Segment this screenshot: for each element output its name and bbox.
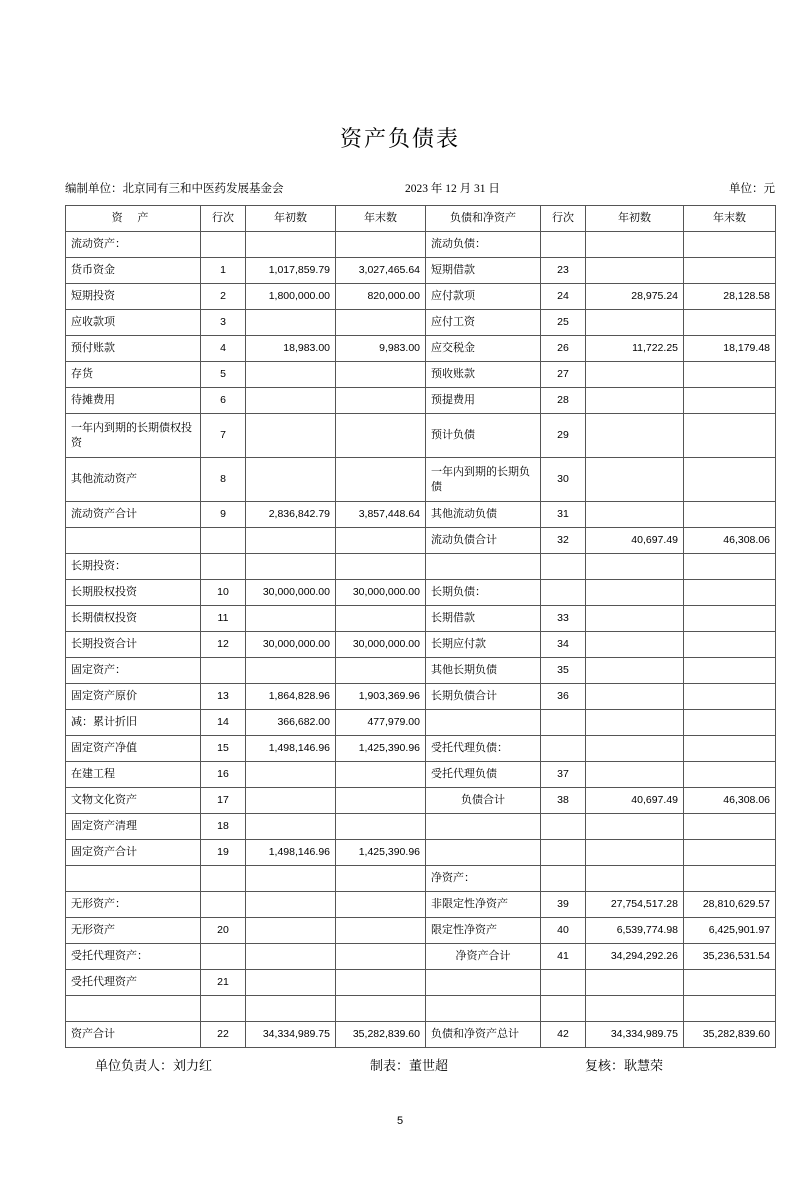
table-row bbox=[66, 814, 776, 840]
table-row bbox=[66, 258, 776, 284]
liability-item-label: 受托代理负债 bbox=[426, 762, 541, 788]
liability-item-label: 应付款项 bbox=[426, 284, 541, 310]
asset-item-label: 在建工程 bbox=[66, 762, 201, 788]
liability-item-line-no: 42 bbox=[541, 1022, 586, 1048]
table-row bbox=[66, 388, 776, 414]
asset-item-line-no: 4 bbox=[201, 336, 246, 362]
page-number: 5 bbox=[396, 1115, 404, 1127]
balance-sheet-table bbox=[65, 205, 776, 1048]
asset-item-begin bbox=[246, 996, 336, 1022]
asset-item-begin bbox=[246, 788, 336, 814]
asset-item-label: 其他流动资产 bbox=[66, 458, 201, 502]
table-header-row bbox=[66, 206, 776, 232]
asset-item-begin: 30,000,000.00 bbox=[246, 632, 336, 658]
liability-item-label: 长期负债合计 bbox=[426, 684, 541, 710]
liability-item-end bbox=[684, 414, 776, 458]
liability-item-line-no bbox=[541, 710, 586, 736]
liability-item-label: 其他长期负债 bbox=[426, 658, 541, 684]
liability-item-end bbox=[684, 684, 776, 710]
asset-item-label: 减：累计折旧 bbox=[66, 710, 201, 736]
liability-item-label: 一年内到期的长期负债 bbox=[426, 458, 541, 502]
liability-item-label bbox=[426, 996, 541, 1022]
liability-item-label: 非限定性净资产 bbox=[426, 892, 541, 918]
table-row bbox=[66, 944, 776, 970]
preparer: 制表：董世超 bbox=[370, 1058, 449, 1073]
asset-item-begin bbox=[246, 606, 336, 632]
liability-item-label: 预计负债 bbox=[426, 414, 541, 458]
asset-item-begin: 34,334,989.75 bbox=[246, 1022, 336, 1048]
asset-item-line-no: 10 bbox=[201, 580, 246, 606]
liability-item-begin: 27,754,517.28 bbox=[586, 892, 684, 918]
liability-item-line-no: 41 bbox=[541, 944, 586, 970]
liability-item-begin bbox=[586, 684, 684, 710]
asset-item-end: 1,425,390.96 bbox=[336, 840, 426, 866]
asset-item-label: 无形资产： bbox=[66, 892, 201, 918]
table-row bbox=[66, 606, 776, 632]
report-meta bbox=[65, 180, 775, 198]
liability-item-label: 应付工资 bbox=[426, 310, 541, 336]
asset-item-label: 固定资产净值 bbox=[66, 736, 201, 762]
asset-item-line-no: 21 bbox=[201, 970, 246, 996]
liability-item-label: 流动负债： bbox=[426, 232, 541, 258]
asset-item-label: 应收款项 bbox=[66, 310, 201, 336]
asset-item-begin bbox=[246, 944, 336, 970]
liability-item-line-no: 29 bbox=[541, 414, 586, 458]
asset-item-line-no bbox=[201, 232, 246, 258]
liability-item-label: 长期借款 bbox=[426, 606, 541, 632]
asset-item-end bbox=[336, 458, 426, 502]
liability-item-begin bbox=[586, 814, 684, 840]
liability-item-end bbox=[684, 736, 776, 762]
asset-item-end: 477,979.00 bbox=[336, 710, 426, 736]
liability-item-line-no bbox=[541, 840, 586, 866]
asset-item-begin bbox=[246, 892, 336, 918]
column-header-liability: 负债和净资产 bbox=[426, 206, 541, 232]
asset-item-line-no bbox=[201, 996, 246, 1022]
liability-item-line-no bbox=[541, 996, 586, 1022]
table-row bbox=[66, 736, 776, 762]
asset-item-end bbox=[336, 996, 426, 1022]
asset-item-line-no: 17 bbox=[201, 788, 246, 814]
asset-item-label: 受托代理资产： bbox=[66, 944, 201, 970]
asset-item-begin: 1,498,146.96 bbox=[246, 736, 336, 762]
asset-item-end: 30,000,000.00 bbox=[336, 632, 426, 658]
asset-item-label: 存货 bbox=[66, 362, 201, 388]
liability-item-end bbox=[684, 606, 776, 632]
asset-item-line-no bbox=[201, 892, 246, 918]
table-row bbox=[66, 284, 776, 310]
asset-item-end: 3,027,465.64 bbox=[336, 258, 426, 284]
asset-item-end bbox=[336, 362, 426, 388]
asset-item-line-no: 6 bbox=[201, 388, 246, 414]
liability-item-label: 限定性净资产 bbox=[426, 918, 541, 944]
liability-item-end bbox=[684, 996, 776, 1022]
asset-item-line-no: 11 bbox=[201, 606, 246, 632]
liability-item-end: 18,179.48 bbox=[684, 336, 776, 362]
asset-item-end: 9,983.00 bbox=[336, 336, 426, 362]
column-header-liability-line-no: 行次 bbox=[541, 206, 586, 232]
liability-item-end: 28,810,629.57 bbox=[684, 892, 776, 918]
liability-item-end bbox=[684, 232, 776, 258]
liability-item-label: 受托代理负债： bbox=[426, 736, 541, 762]
asset-item-line-no: 13 bbox=[201, 684, 246, 710]
liability-item-line-no: 24 bbox=[541, 284, 586, 310]
asset-item-begin bbox=[246, 918, 336, 944]
liability-item-begin bbox=[586, 606, 684, 632]
liability-item-label: 短期借款 bbox=[426, 258, 541, 284]
liability-item-label: 负债和净资产总计 bbox=[426, 1022, 541, 1048]
liability-item-begin: 34,334,989.75 bbox=[586, 1022, 684, 1048]
liability-item-line-no: 28 bbox=[541, 388, 586, 414]
liability-item-end: 6,425,901.97 bbox=[684, 918, 776, 944]
table-row bbox=[66, 414, 776, 458]
liability-item-line-no bbox=[541, 866, 586, 892]
asset-item-label: 待摊费用 bbox=[66, 388, 201, 414]
table-row bbox=[66, 658, 776, 684]
asset-item-line-no: 12 bbox=[201, 632, 246, 658]
asset-item-begin: 1,498,146.96 bbox=[246, 840, 336, 866]
table-row bbox=[66, 710, 776, 736]
asset-item-end bbox=[336, 944, 426, 970]
asset-item-label bbox=[66, 866, 201, 892]
asset-item-label: 固定资产清理 bbox=[66, 814, 201, 840]
liability-item-begin bbox=[586, 736, 684, 762]
liability-item-line-no bbox=[541, 814, 586, 840]
liability-item-end bbox=[684, 502, 776, 528]
liability-item-end bbox=[684, 762, 776, 788]
liability-item-line-no: 40 bbox=[541, 918, 586, 944]
liability-item-line-no bbox=[541, 736, 586, 762]
asset-item-begin bbox=[246, 658, 336, 684]
table-row bbox=[66, 502, 776, 528]
liability-item-end: 35,236,531.54 bbox=[684, 944, 776, 970]
liability-item-end bbox=[684, 362, 776, 388]
asset-item-line-no: 18 bbox=[201, 814, 246, 840]
asset-item-end bbox=[336, 606, 426, 632]
liability-item-begin bbox=[586, 866, 684, 892]
liability-item-line-no: 23 bbox=[541, 258, 586, 284]
table-body bbox=[66, 206, 776, 1048]
asset-item-line-no: 19 bbox=[201, 840, 246, 866]
liability-item-line-no: 32 bbox=[541, 528, 586, 554]
liability-item-begin: 40,697.49 bbox=[586, 788, 684, 814]
asset-item-begin bbox=[246, 232, 336, 258]
reviewer: 复核：耿慧荣 bbox=[585, 1058, 664, 1073]
liability-item-end bbox=[684, 554, 776, 580]
liability-item-line-no: 27 bbox=[541, 362, 586, 388]
column-header-asset: 资 产 bbox=[66, 206, 201, 232]
liability-item-begin: 40,697.49 bbox=[586, 528, 684, 554]
asset-item-line-no: 2 bbox=[201, 284, 246, 310]
liability-item-end bbox=[684, 310, 776, 336]
liability-item-end bbox=[684, 814, 776, 840]
asset-item-begin: 2,836,842.79 bbox=[246, 502, 336, 528]
report-date: 2023 年 12 月 31 日 bbox=[405, 183, 500, 195]
asset-item-end bbox=[336, 232, 426, 258]
table-row bbox=[66, 632, 776, 658]
asset-item-begin: 1,864,828.96 bbox=[246, 684, 336, 710]
liability-item-begin bbox=[586, 840, 684, 866]
asset-item-begin bbox=[246, 762, 336, 788]
column-header-liability-begin: 年初数 bbox=[586, 206, 684, 232]
asset-item-line-no bbox=[201, 944, 246, 970]
liability-item-end bbox=[684, 840, 776, 866]
liability-item-label bbox=[426, 970, 541, 996]
asset-item-end bbox=[336, 528, 426, 554]
asset-item-line-no bbox=[201, 528, 246, 554]
liability-item-line-no: 25 bbox=[541, 310, 586, 336]
asset-item-end bbox=[336, 866, 426, 892]
asset-item-line-no: 22 bbox=[201, 1022, 246, 1048]
asset-item-line-no: 7 bbox=[201, 414, 246, 458]
asset-item-end bbox=[336, 788, 426, 814]
asset-item-end bbox=[336, 414, 426, 458]
table-row bbox=[66, 580, 776, 606]
liability-item-end bbox=[684, 710, 776, 736]
asset-item-line-no: 8 bbox=[201, 458, 246, 502]
liability-item-label: 负债合计 bbox=[426, 788, 541, 814]
liability-item-label bbox=[426, 554, 541, 580]
asset-item-line-no: 20 bbox=[201, 918, 246, 944]
liability-item-begin bbox=[586, 362, 684, 388]
liability-item-line-no: 31 bbox=[541, 502, 586, 528]
liability-item-begin bbox=[586, 970, 684, 996]
table-row bbox=[66, 554, 776, 580]
column-header-asset-line-no: 行次 bbox=[201, 206, 246, 232]
liability-item-begin bbox=[586, 554, 684, 580]
asset-item-label: 资产合计 bbox=[66, 1022, 201, 1048]
asset-item-label: 一年内到期的长期债权投资 bbox=[66, 414, 201, 458]
liability-item-line-no: 38 bbox=[541, 788, 586, 814]
asset-item-line-no bbox=[201, 554, 246, 580]
liability-item-end bbox=[684, 388, 776, 414]
liability-item-line-no: 37 bbox=[541, 762, 586, 788]
liability-item-end bbox=[684, 970, 776, 996]
liability-item-line-no: 39 bbox=[541, 892, 586, 918]
asset-item-line-no: 3 bbox=[201, 310, 246, 336]
asset-item-begin bbox=[246, 528, 336, 554]
asset-item-label bbox=[66, 996, 201, 1022]
liability-item-begin bbox=[586, 458, 684, 502]
asset-item-end bbox=[336, 892, 426, 918]
liability-item-line-no bbox=[541, 580, 586, 606]
liability-item-label: 长期负债： bbox=[426, 580, 541, 606]
table-row bbox=[66, 458, 776, 502]
liability-item-begin bbox=[586, 258, 684, 284]
asset-item-line-no bbox=[201, 658, 246, 684]
liability-item-begin bbox=[586, 414, 684, 458]
asset-item-line-no: 14 bbox=[201, 710, 246, 736]
table-row bbox=[66, 528, 776, 554]
asset-item-label: 长期投资合计 bbox=[66, 632, 201, 658]
liability-item-begin bbox=[586, 996, 684, 1022]
asset-item-end bbox=[336, 970, 426, 996]
asset-item-line-no: 1 bbox=[201, 258, 246, 284]
liability-item-label bbox=[426, 814, 541, 840]
asset-item-label: 长期债权投资 bbox=[66, 606, 201, 632]
table-row bbox=[66, 684, 776, 710]
liability-item-label: 净资产： bbox=[426, 866, 541, 892]
liability-item-begin: 34,294,292.26 bbox=[586, 944, 684, 970]
liability-item-line-no: 30 bbox=[541, 458, 586, 502]
liability-item-end: 35,282,839.60 bbox=[684, 1022, 776, 1048]
liability-item-label: 预提费用 bbox=[426, 388, 541, 414]
liability-item-line-no bbox=[541, 970, 586, 996]
liability-item-begin: 11,722.25 bbox=[586, 336, 684, 362]
asset-item-end: 30,000,000.00 bbox=[336, 580, 426, 606]
asset-item-label: 货币资金 bbox=[66, 258, 201, 284]
asset-item-end: 820,000.00 bbox=[336, 284, 426, 310]
asset-item-line-no: 9 bbox=[201, 502, 246, 528]
table-row bbox=[66, 918, 776, 944]
currency-unit: 单位：元 bbox=[729, 183, 775, 195]
asset-item-label: 短期投资 bbox=[66, 284, 201, 310]
asset-item-line-no: 16 bbox=[201, 762, 246, 788]
asset-item-end bbox=[336, 388, 426, 414]
liability-item-begin bbox=[586, 232, 684, 258]
liability-item-end bbox=[684, 258, 776, 284]
asset-item-label: 固定资产： bbox=[66, 658, 201, 684]
asset-item-begin bbox=[246, 310, 336, 336]
asset-item-line-no: 15 bbox=[201, 736, 246, 762]
asset-item-label: 受托代理资产 bbox=[66, 970, 201, 996]
asset-item-label: 长期股权投资 bbox=[66, 580, 201, 606]
asset-item-label: 固定资产合计 bbox=[66, 840, 201, 866]
table-row bbox=[66, 892, 776, 918]
asset-item-end bbox=[336, 554, 426, 580]
asset-item-begin bbox=[246, 554, 336, 580]
asset-item-line-no bbox=[201, 866, 246, 892]
asset-item-begin bbox=[246, 970, 336, 996]
liability-item-end bbox=[684, 458, 776, 502]
asset-item-end: 3,857,448.64 bbox=[336, 502, 426, 528]
table-row bbox=[66, 996, 776, 1022]
liability-item-begin bbox=[586, 762, 684, 788]
liability-item-end bbox=[684, 658, 776, 684]
liability-item-line-no: 35 bbox=[541, 658, 586, 684]
asset-item-begin: 1,017,859.79 bbox=[246, 258, 336, 284]
asset-item-end: 35,282,839.60 bbox=[336, 1022, 426, 1048]
asset-item-label: 预付账款 bbox=[66, 336, 201, 362]
asset-item-begin: 366,682.00 bbox=[246, 710, 336, 736]
asset-item-begin bbox=[246, 814, 336, 840]
table-row bbox=[66, 232, 776, 258]
asset-item-end bbox=[336, 814, 426, 840]
liability-item-line-no bbox=[541, 232, 586, 258]
asset-item-begin bbox=[246, 866, 336, 892]
liability-item-end: 28,128.58 bbox=[684, 284, 776, 310]
liability-item-line-no: 34 bbox=[541, 632, 586, 658]
liability-item-begin: 6,539,774.98 bbox=[586, 918, 684, 944]
liability-item-begin bbox=[586, 632, 684, 658]
asset-item-line-no: 5 bbox=[201, 362, 246, 388]
table-row bbox=[66, 840, 776, 866]
asset-item-end bbox=[336, 310, 426, 336]
asset-item-begin bbox=[246, 388, 336, 414]
liability-item-label bbox=[426, 710, 541, 736]
asset-item-begin: 30,000,000.00 bbox=[246, 580, 336, 606]
column-header-asset-end: 年末数 bbox=[336, 206, 426, 232]
asset-item-label bbox=[66, 528, 201, 554]
liability-item-label: 净资产合计 bbox=[426, 944, 541, 970]
page-title: 资产负债表 bbox=[339, 126, 460, 151]
liability-item-end: 46,308.06 bbox=[684, 528, 776, 554]
asset-item-label: 文物文化资产 bbox=[66, 788, 201, 814]
table-row bbox=[66, 970, 776, 996]
signature-row bbox=[65, 1055, 775, 1077]
liability-item-end bbox=[684, 632, 776, 658]
liability-item-label: 应交税金 bbox=[426, 336, 541, 362]
table-row bbox=[66, 762, 776, 788]
asset-item-begin bbox=[246, 414, 336, 458]
liability-item-line-no: 33 bbox=[541, 606, 586, 632]
asset-item-end bbox=[336, 918, 426, 944]
table-row bbox=[66, 1022, 776, 1048]
liability-item-line-no: 36 bbox=[541, 684, 586, 710]
asset-item-label: 固定资产原价 bbox=[66, 684, 201, 710]
liability-item-label: 长期应付款 bbox=[426, 632, 541, 658]
asset-item-label: 流动资产： bbox=[66, 232, 201, 258]
liability-item-begin bbox=[586, 580, 684, 606]
asset-item-label: 无形资产 bbox=[66, 918, 201, 944]
asset-item-end: 1,425,390.96 bbox=[336, 736, 426, 762]
table-row bbox=[66, 788, 776, 814]
asset-item-begin: 18,983.00 bbox=[246, 336, 336, 362]
table-row bbox=[66, 336, 776, 362]
liability-item-line-no bbox=[541, 554, 586, 580]
table-row bbox=[66, 866, 776, 892]
liability-item-line-no: 26 bbox=[541, 336, 586, 362]
table-row bbox=[66, 310, 776, 336]
asset-item-end bbox=[336, 658, 426, 684]
liability-item-end: 46,308.06 bbox=[684, 788, 776, 814]
liability-item-label: 其他流动负债 bbox=[426, 502, 541, 528]
liability-item-begin bbox=[586, 388, 684, 414]
liability-item-begin bbox=[586, 658, 684, 684]
asset-item-end: 1,903,369.96 bbox=[336, 684, 426, 710]
liability-item-label: 流动负债合计 bbox=[426, 528, 541, 554]
liability-item-end bbox=[684, 580, 776, 606]
asset-item-begin bbox=[246, 362, 336, 388]
asset-item-label: 长期投资： bbox=[66, 554, 201, 580]
asset-item-end bbox=[336, 762, 426, 788]
reporting-unit-name: 编制单位：北京同有三和中医药发展基金会 bbox=[65, 183, 284, 195]
liability-item-begin bbox=[586, 502, 684, 528]
column-header-asset-begin: 年初数 bbox=[246, 206, 336, 232]
liability-item-label bbox=[426, 840, 541, 866]
responsible-person: 单位负责人：刘力红 bbox=[95, 1058, 213, 1073]
liability-item-begin bbox=[586, 310, 684, 336]
liability-item-label: 预收账款 bbox=[426, 362, 541, 388]
liability-item-end bbox=[684, 866, 776, 892]
table-row bbox=[66, 362, 776, 388]
liability-item-begin bbox=[586, 710, 684, 736]
asset-item-begin: 1,800,000.00 bbox=[246, 284, 336, 310]
liability-item-begin: 28,975.24 bbox=[586, 284, 684, 310]
asset-item-begin bbox=[246, 458, 336, 502]
asset-item-label: 流动资产合计 bbox=[66, 502, 201, 528]
column-header-liability-end: 年末数 bbox=[684, 206, 776, 232]
